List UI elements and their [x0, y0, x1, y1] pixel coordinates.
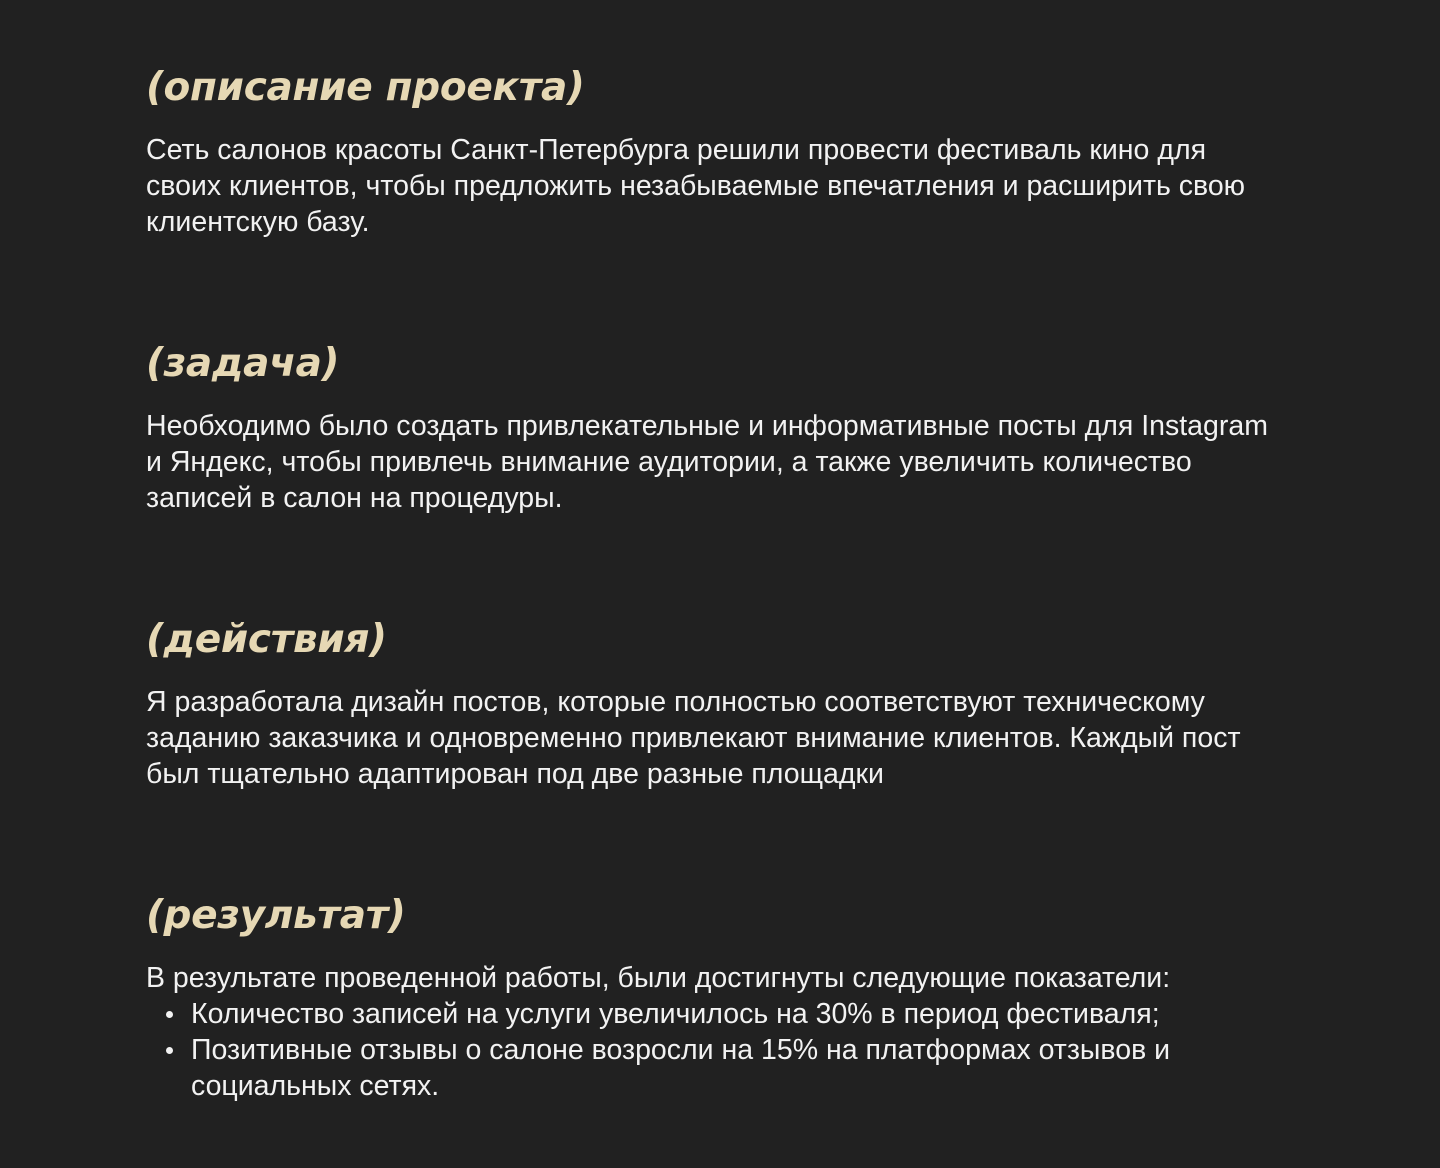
- actions-heading: (действия): [146, 617, 387, 662]
- project-description-heading: (описание проекта): [146, 65, 585, 110]
- list-item-text: Позитивные отзывы о салоне возросли на 15% на платформах отзывов и социальных сетях.: [191, 1034, 1171, 1102]
- bullet-dot-icon: [166, 1011, 173, 1018]
- project-description-text: Сеть салонов красоты Санкт-Петербурга решили провести фестиваль кино для своих клиентов, чтобы предложить незабываемые впечатления и расширить свою клиентскую базу.: [146, 134, 1246, 238]
- result-heading: (результат): [146, 893, 406, 938]
- task-text: Необходимо было создать привлекательные и информативные посты для Instagram и Яндекс, чтобы привлечь внимание аудитории, а также увеличить количество записей в салон на процедуры.: [146, 410, 1268, 514]
- list-item: [146, 1032, 1271, 1104]
- result-section: [146, 892, 1306, 1104]
- project-description-section: [146, 64, 1306, 240]
- actions-section: [146, 616, 1306, 792]
- bullet-dot-icon: [166, 1047, 173, 1054]
- task-heading: (задача): [146, 341, 340, 386]
- list-item-text: Количество записей на услуги увеличилось на 30% в период фестиваля;: [191, 998, 1160, 1030]
- result-intro-text: В результате проведенной работы, были достигнуты следующие показатели:: [146, 962, 1171, 994]
- actions-text: Я разработала дизайн постов, которые полностью соответствуют техническому заданию заказчика и одновременно привлекают внимание клиентов. Каждый пост был тщательно адаптирован под две разные площадки: [146, 686, 1241, 790]
- task-section: [146, 340, 1306, 516]
- result-bullet-list: [146, 996, 1306, 1104]
- list-item: [146, 996, 1291, 1032]
